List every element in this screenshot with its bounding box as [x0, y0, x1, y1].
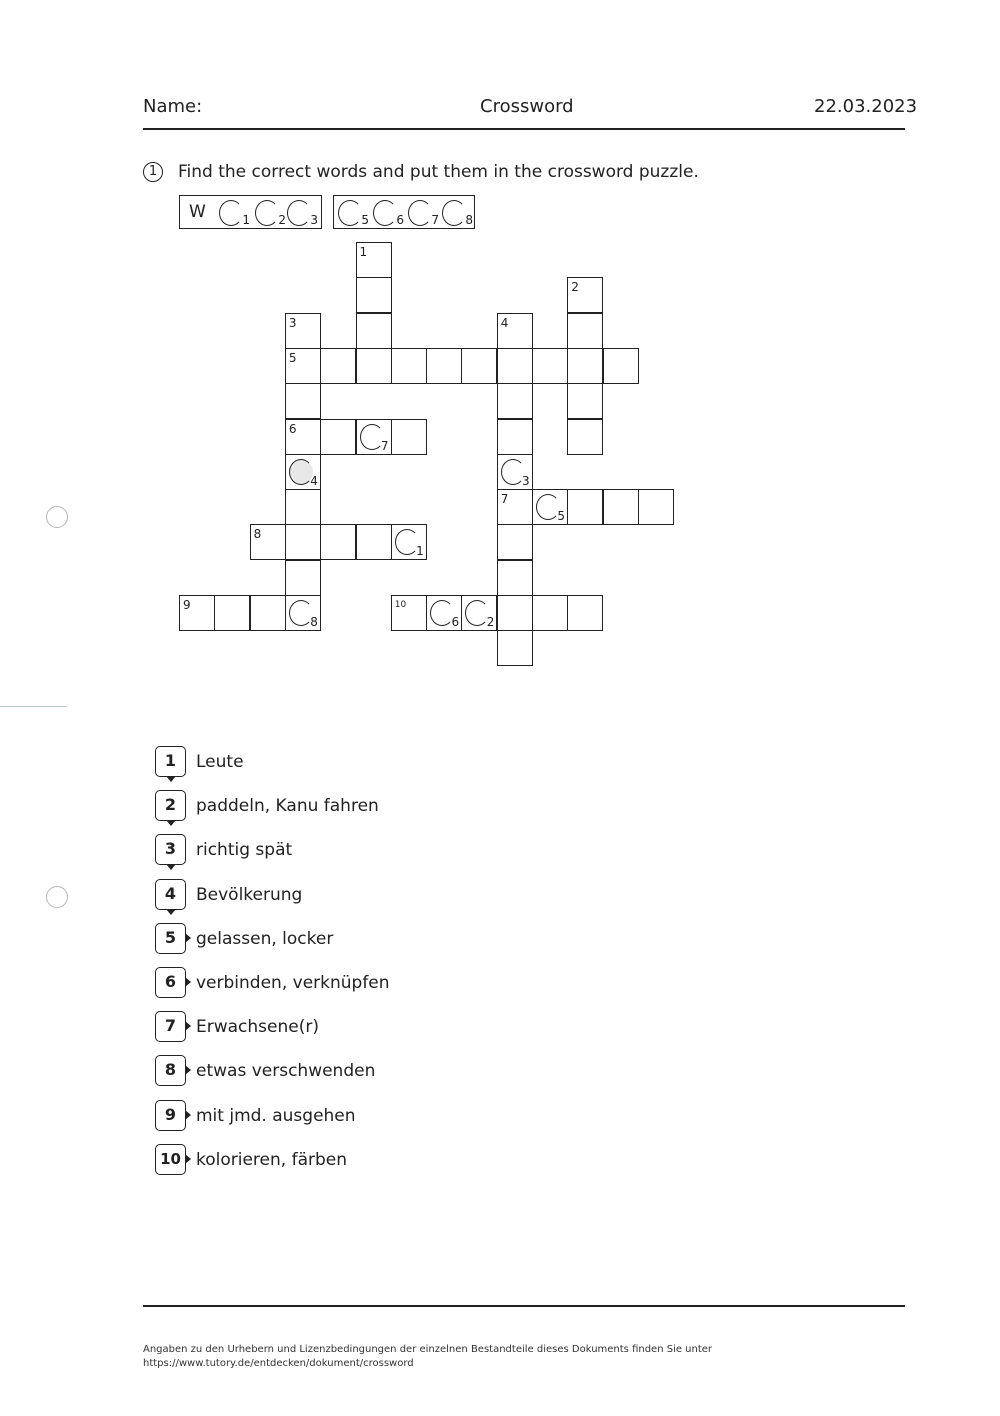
fold-mark [0, 706, 67, 707]
grid-cell[interactable] [320, 524, 356, 560]
clue-number-text: 7 [164, 1016, 177, 1036]
clue-number-badge [155, 746, 186, 777]
grid-cell[interactable] [567, 383, 603, 419]
clue-number: 2 [571, 280, 579, 295]
grid-cell[interactable] [567, 595, 603, 631]
grid-cell[interactable] [497, 348, 533, 384]
clue-number-badge [155, 1144, 186, 1175]
arrow-right-icon [185, 1021, 191, 1031]
clue-number-text: 3 [164, 839, 177, 859]
arrow-down-icon [166, 864, 176, 870]
grid-cell[interactable] [320, 419, 356, 455]
grid-cell[interactable] [285, 313, 321, 349]
clue-number-text: 4 [164, 883, 177, 903]
grid-cell[interactable] [567, 489, 603, 525]
solution-slot-number: 3 [310, 213, 318, 227]
clue-text: paddeln, Kanu fahren [196, 796, 379, 817]
clue-number-badge [155, 1055, 186, 1086]
clue-number: 1 [359, 245, 368, 259]
clue-number: 4 [500, 315, 509, 330]
grid-cell[interactable] [497, 313, 533, 349]
arrow-right-icon [185, 977, 191, 987]
clue-number-text: 2 [164, 795, 177, 815]
clue-number: 3 [288, 315, 297, 330]
solution-position-number: 7 [380, 438, 389, 453]
solution-slot[interactable] [284, 196, 320, 228]
clue-number-text: 1 [164, 751, 177, 770]
solution-position-number: 1 [416, 544, 424, 559]
grid-cell[interactable] [285, 348, 321, 384]
grid-cell[interactable] [285, 419, 321, 455]
grid-cell[interactable] [497, 630, 533, 666]
grid-cell[interactable] [391, 419, 427, 455]
solution-slot-number: 2 [278, 213, 286, 227]
clue-number: 7 [500, 492, 509, 507]
solution-position-number: 3 [522, 473, 530, 488]
clue-text: Bevölkerung [196, 884, 303, 905]
grid-cell[interactable] [179, 595, 215, 631]
grid-cell[interactable] [497, 419, 533, 455]
arrow-right-icon [185, 1154, 191, 1164]
grid-cell[interactable] [285, 489, 321, 525]
grid-cell[interactable] [497, 454, 533, 490]
clue-number-badge [155, 1100, 186, 1131]
arrow-down-icon [166, 820, 176, 826]
grid-cell[interactable] [356, 242, 392, 278]
grid-cell[interactable] [532, 489, 568, 525]
grid-cell[interactable] [567, 313, 603, 349]
clue-number-badge [155, 834, 186, 865]
solution-letter: W [189, 202, 206, 222]
solution-slot-number: 5 [361, 213, 369, 227]
solution-slot[interactable] [370, 196, 406, 228]
grid-cell[interactable] [567, 348, 603, 384]
clue-text: verbinden, verknüpfen [196, 973, 390, 993]
arrow-down-icon [166, 909, 176, 915]
clue-number-text: 9 [164, 1104, 177, 1124]
grid-cell[interactable] [461, 595, 497, 631]
clue-number-badge [155, 967, 186, 998]
grid-cell[interactable] [214, 595, 250, 631]
arrow-right-icon [185, 1110, 191, 1120]
solution-word-part-2 [333, 195, 475, 229]
clue-number-text: 5 [164, 927, 177, 947]
grid-cell[interactable] [426, 348, 462, 384]
solution-slot[interactable] [405, 196, 441, 228]
grid-cell[interactable] [320, 348, 356, 384]
solution-slot[interactable] [439, 196, 475, 228]
grid-cell[interactable] [285, 524, 321, 560]
grid-cell[interactable] [285, 454, 321, 490]
grid-cell[interactable] [285, 560, 321, 596]
clue-text: gelassen, locker [196, 928, 334, 949]
grid-cell[interactable] [603, 348, 639, 384]
arrow-right-icon [185, 1065, 191, 1075]
grid-cell[interactable] [532, 595, 568, 631]
arrow-down-icon [166, 776, 176, 782]
grid-cell[interactable] [356, 277, 392, 313]
grid-cell[interactable] [497, 560, 533, 596]
solution-slot-number: 1 [242, 213, 250, 227]
solution-slot[interactable] [216, 196, 252, 228]
grid-cell[interactable] [532, 348, 568, 384]
solution-position-number: 4 [310, 473, 318, 488]
clue-number: 8 [253, 527, 262, 542]
grid-cell[interactable] [567, 277, 603, 313]
clue-text: Leute [196, 752, 244, 772]
clue-number: 9 [183, 598, 191, 612]
grid-cell[interactable] [497, 595, 533, 631]
grid-cell[interactable] [391, 348, 427, 384]
grid-cell[interactable] [603, 489, 639, 525]
task-number: 1 [143, 162, 163, 182]
clue-text: richtig spät [196, 840, 293, 861]
solution-slot[interactable] [335, 196, 371, 228]
grid-cell[interactable] [250, 595, 286, 631]
clue-text: etwas verschwenden [196, 1061, 376, 1082]
header-divider [143, 128, 905, 130]
grid-cell[interactable] [461, 348, 497, 384]
solution-slot-number: 7 [431, 213, 439, 227]
grid-cell[interactable] [285, 383, 321, 419]
clue-number-badge [155, 1011, 186, 1042]
date: 22.03.2023 [814, 96, 918, 117]
grid-cell[interactable] [391, 595, 427, 631]
grid-cell[interactable] [638, 489, 674, 525]
punch-hole-mark [46, 886, 68, 908]
grid-cell[interactable] [497, 489, 533, 525]
clue-text: mit jmd. ausgehen [196, 1105, 356, 1126]
solution-position-number: 6 [451, 615, 460, 629]
grid-cell[interactable] [356, 313, 392, 349]
clue-number-badge [155, 790, 186, 821]
solution-position-number: 2 [486, 615, 495, 629]
footer-divider [143, 1305, 905, 1307]
solution-position-number: 8 [310, 615, 318, 629]
name-label: Name: [143, 96, 203, 117]
grid-cell[interactable] [250, 524, 286, 560]
clue-text: Erwachsene(r) [196, 1017, 319, 1038]
footer-text [143, 1343, 712, 1371]
solution-slot-number: 8 [465, 213, 473, 227]
clue-number-text: 8 [164, 1060, 177, 1080]
solution-word-part-1 [179, 195, 322, 229]
grid-cell[interactable] [391, 524, 427, 560]
clue-number-text: 6 [164, 972, 177, 991]
punch-hole-mark [46, 506, 68, 528]
solution-slot[interactable] [252, 196, 288, 228]
solution-position-number: 5 [557, 509, 565, 524]
footer-line-1: Angaben zu den Urhebern und Lizenzbedingungen der einzelnen Bestandteile dieses Dokuments finden Sie unter [143, 1344, 713, 1355]
clue-number-badge [155, 879, 186, 910]
grid-cell[interactable] [356, 419, 392, 455]
clue-number: 6 [288, 421, 297, 436]
clue-number-text: 10 [160, 1149, 181, 1168]
solution-slot-number: 6 [396, 213, 404, 227]
page-title: Crossword [480, 96, 574, 117]
clue-number: 10 [394, 600, 407, 610]
grid-cell[interactable] [285, 595, 321, 631]
grid-cell[interactable] [356, 348, 392, 384]
grid-cell[interactable] [426, 595, 462, 631]
clue-number: 5 [288, 350, 297, 365]
task-instruction: Find the correct words and put them in the crossword puzzle. [178, 162, 699, 182]
arrow-right-icon [185, 933, 191, 943]
grid-cell[interactable] [567, 419, 603, 455]
footer-line-2: https://www.tutory.de/entdecken/dokument/crossword [143, 1358, 414, 1369]
clue-number-badge [155, 923, 186, 954]
grid-cell[interactable] [497, 383, 533, 419]
grid-cell[interactable] [497, 524, 533, 560]
clue-text: kolorieren, färben [196, 1149, 348, 1170]
grid-cell[interactable] [356, 524, 392, 560]
